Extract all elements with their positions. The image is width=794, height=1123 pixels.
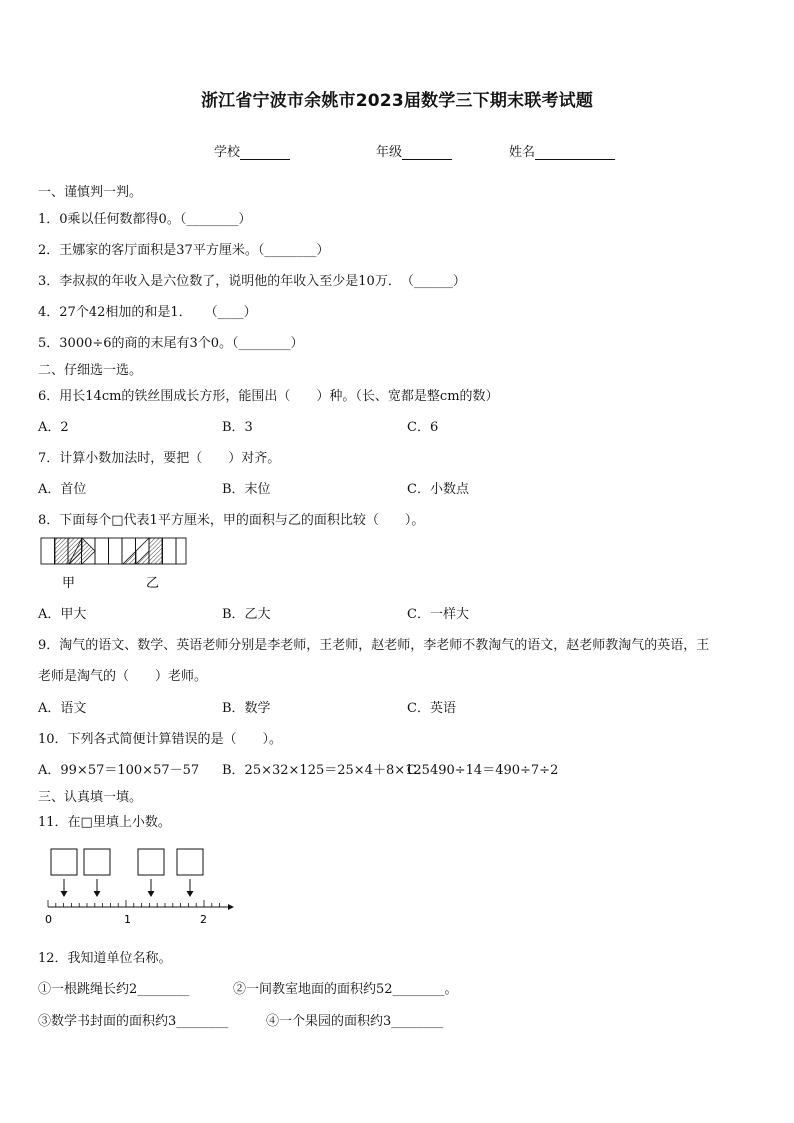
question-6: 6．用长14cm的铁丝围成长方形，能围出（ ）种。（长、宽都是整cm的数） [38,389,499,404]
question-9-line-1: 9．淘气的语文、数学、英语老师分别是李老师，王老师，赵老师，李老师不教淘气的语文，赵老师教淘气的英语，王 [38,638,710,653]
answer-box [138,849,164,875]
q6-option-b: B．3 [222,420,253,435]
section-2-heading: 二、仔细选一选。 [38,363,143,378]
axis-ticks [48,900,220,907]
q9-option-a: A．语文 [38,701,87,716]
question-8: 8．下面每个□代表1平方厘米，甲的面积与乙的面积比较（ ）。 [38,513,425,528]
grade-label: 年级 [376,145,403,160]
school-field [214,141,290,160]
answer-box [51,849,77,875]
arrow-heads [61,891,194,897]
q10-option-c: C．490÷14＝490÷7÷2 [407,763,559,778]
question-11: 11．在□里填上小数。 [38,815,171,830]
question-9-line-2: 老师是淘气的（ ）老师。 [38,669,208,684]
question-3: 3．李叔叔的年收入是六位数了，说明他的年收入至少是10万． （______） [38,274,466,289]
q8-option-a: A．甲大 [38,607,87,622]
question-4: 4．27个42相加的和是1． （____） [38,305,257,320]
section-1-heading: 一、谨慎判一判。 [38,185,143,200]
school-label: 学校 [214,145,241,160]
answer-box [84,849,110,875]
question-2: 2．王娜家的客厅面积是37平方厘米。（________） [38,243,330,258]
q7-option-a: A．首位 [38,482,87,497]
grade-field [376,141,452,160]
q10-option-b: B．25×32×125＝25×4＋8×125 [222,763,430,778]
axis-arrow [228,904,234,910]
q12-item-2: ②一间教室地面的面积约52________。 [233,982,458,997]
q8-grid-figure [38,536,188,594]
q8-option-c: C．一样大 [407,607,469,622]
q7-option-b: B．末位 [222,482,271,497]
q7-option-c: C．小数点 [407,482,469,497]
q9-option-b: B．数学 [222,701,271,716]
q6-option-c: C．6 [407,420,439,435]
answer-box [177,849,203,875]
name-label: 姓名 [509,145,536,160]
tick-label-0: 0 [45,913,52,926]
tick-label-2: 2 [200,913,207,926]
q12-item-3: ③数学书封面的面积约3________ [38,1014,229,1029]
q10-option-a: A．99×57＝100×57－57 [38,763,200,778]
school-blank [240,159,290,160]
grade-blank [402,159,452,160]
pointer-arrows [64,879,190,893]
q11-number-line [36,846,240,928]
q8-option-b: B．乙大 [222,607,271,622]
label-b: 乙 [146,576,160,591]
q12-item-4: ④一个果园的面积约3________ [266,1014,444,1029]
q12-item-1: ①一根跳绳长约2________ [38,982,190,997]
question-1: 1．0乘以任何数都得0。（________） [38,212,252,227]
name-blank [535,159,615,160]
label-a: 甲 [62,576,76,591]
name-field [509,141,615,160]
answer-boxes [51,849,203,875]
section-3-heading: 三、认真填一填。 [38,790,143,805]
q9-option-c: C．英语 [407,701,456,716]
question-10: 10．下列各式简便计算错误的是（ ）。 [38,732,283,747]
shape-a [55,538,95,564]
question-7: 7．计算小数加法时，要把（ ）对齐。 [38,451,281,466]
page-title: 浙江省宁波市余姚市2023届数学三下期末联考试题 [200,91,594,111]
question-12: 12．我知道单位名称。 [38,951,172,966]
question-5: 5．3000÷6的商的末尾有3个0。（________） [38,336,304,351]
shape-b [123,538,162,564]
tick-label-1: 1 [124,913,131,926]
q6-option-a: A．2 [38,420,69,435]
